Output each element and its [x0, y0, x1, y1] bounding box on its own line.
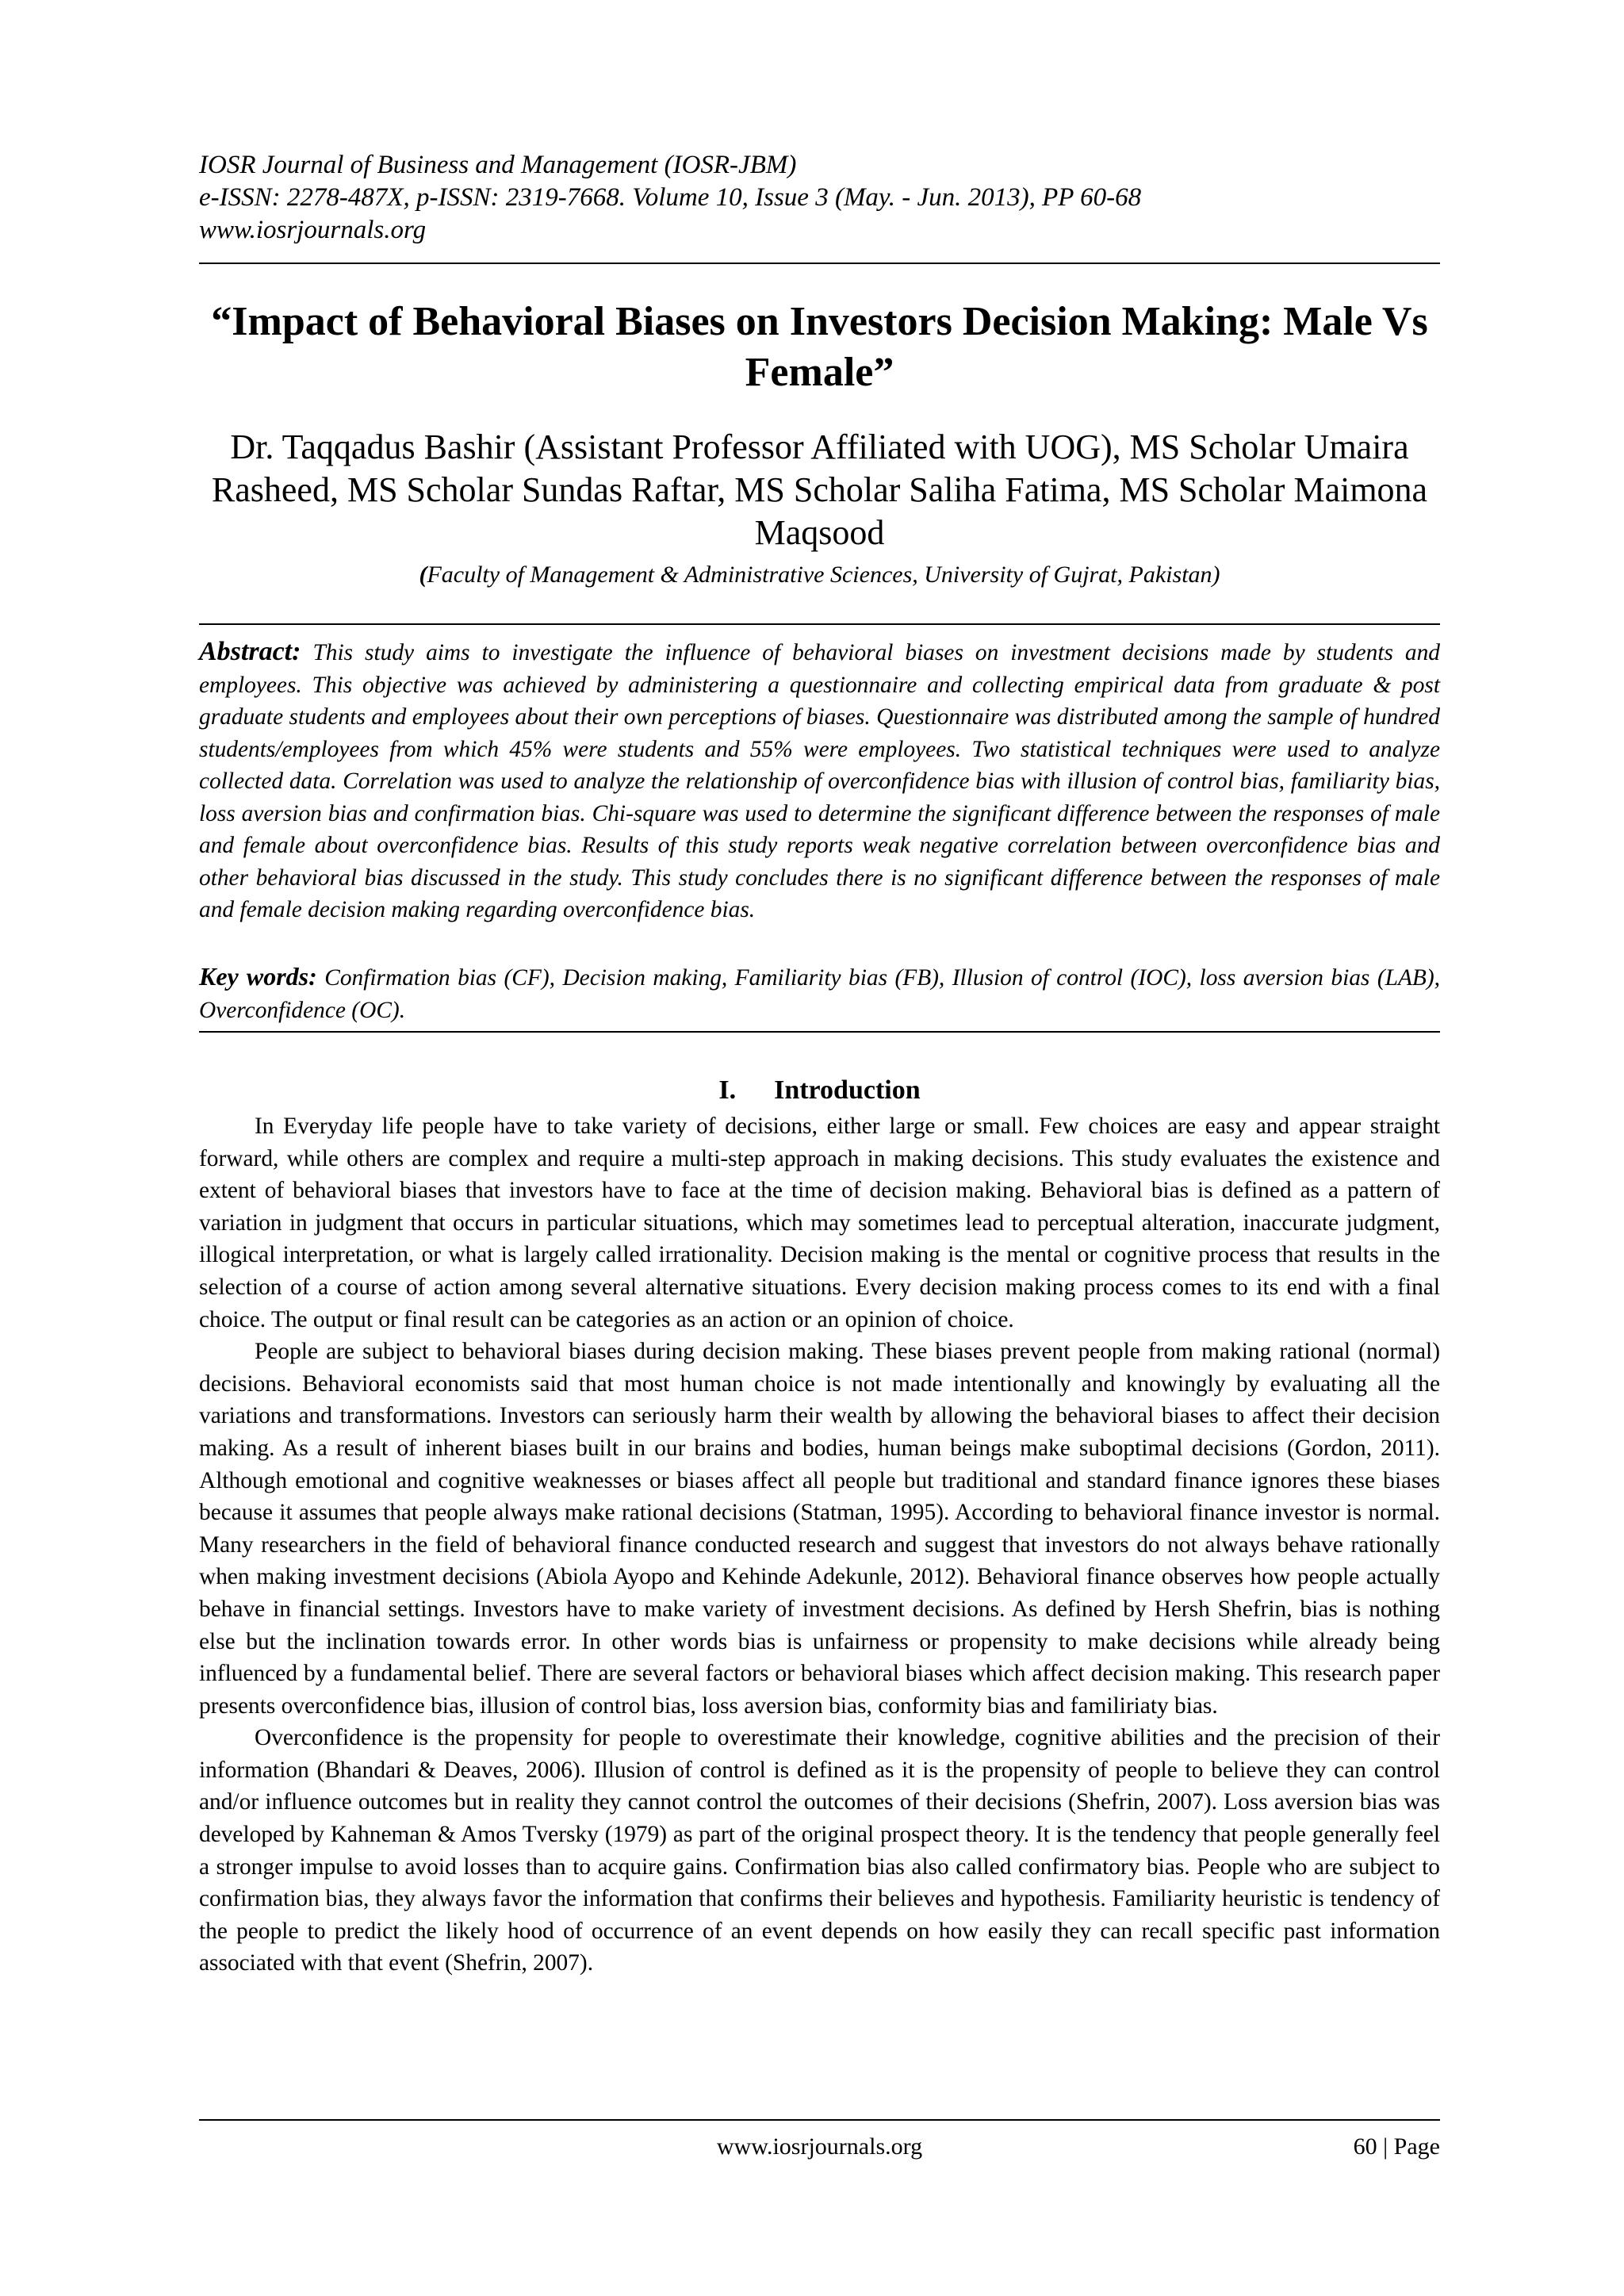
journal-issn: e-ISSN: 2278-487X, p-ISSN: 2319-7668. Volume 10, Issue 3 (May. - Jun. 2013), PP 60-68 — [199, 183, 1142, 212]
author-list: Dr. Taqqadus Bashir (Assistant Professor Affiliated with UOG), MS Scholar Umaira Rasheed, MS Scholar Sundas Raftar, MS Scholar Saliha Fatima, MS Scholar Maimona Maqsood — [211, 427, 1428, 552]
introduction-body — [199, 1110, 1440, 1980]
affiliation-text: Faculty of Management & Administrative Sciences, University of Gujrat, Pakistan) — [427, 562, 1220, 588]
body-paragraph: People are subject to behavioral biases during decision making. These biases prevent people from making rational (normal) decisions. Behavioral economists said that most human choice is not made intentionally and knowingly by evaluating all the variations and transformations. Investors can seriously harm their wealth by allowing the behavioral biases to affect their decision making. As a result of inherent biases built in our brains and bodies, human beings make suboptimal decisions (Gordon, 2011). Although emotional and cognitive weaknesses or biases affect all people but traditional and standard finance ignores these biases because it assumes that people always make rational decisions (Statman, 1995). According to behavioral finance investor is normal. Many researchers in the field of behavioral finance conducted research and suggest that investors do not always behave rationally when making investment decisions (Abiola Ayopo and Kehinde Adekunle, 2012). Behavioral finance observes how people actually behave in financial settings. Investors have to make variety of investment decisions. As defined by Hersh Shefrin, bias is nothing else but the inclination towards error. In other words bias is unfairness or propensity to make decisions while already being influenced by a fundamental belief. There are several factors or behavioral biases which affect decision making. This research paper presents overconfidence bias, illusion of control bias, loss aversion bias, conformity bias and familiriaty bias. — [199, 1339, 1440, 1719]
abstract — [199, 636, 1440, 926]
abstract-text: This study aims to investigate the influence of behavioral biases on investment decisions made by students and employees. This objective was achieved by administering a questionnaire and collecting empirical data from graduate & post graduate students and employees about their own perceptions of biases. Questionnaire was distributed among the sample of hundred students/employees from which 45% were students and 55% were employees. Two statistical techniques were used to analyze collected data. Correlation was used to analyze the relationship of overconfidence bias with illusion of control bias, familiarity bias, loss aversion bias and confirmation bias. Chi-square was used to determine the significant difference between the responses of male and female about overconfidence bias. Results of this study reports weak negative correlation between overconfidence bias and other behavioral bias discussed in the study. This study concludes there is no significant difference between the responses of male and female decision making regarding overconfidence bias. — [199, 640, 1440, 922]
abstract-top-divider — [199, 623, 1440, 625]
abstract-bottom-divider — [199, 1031, 1440, 1033]
header-divider — [199, 263, 1440, 264]
footer-website: www.iosrjournals.org — [716, 2133, 923, 2160]
affiliation-open-paren: ( — [419, 562, 427, 588]
footer-divider — [199, 2119, 1440, 2121]
journal-name: IOSR Journal of Business and Management (IOSR-JBM) — [199, 151, 797, 179]
affiliation — [199, 560, 1440, 590]
body-paragraph: In Everyday life people have to take variety of decisions, either large or small. Few choices are easy and appear straight forward, while others are complex and require a multi-step approach in making decisions. This study evaluates the existence and extent of behavioral biases that investors have to face at the time of decision making. Behavioral bias is defined as a pattern of variation in judgment that occurs in particular situations, which may sometimes lead to perceptual alteration, inaccurate judgment, illogical interpretation, or what is largely called irrationality. Decision making is the mental or cognitive process that results in the selection of a course of action among several alternative situations. Every decision making process comes to its end with a final choice. The output or final result can be categories as an action or an opinion of choice. — [199, 1114, 1440, 1332]
paper-title: “Impact of Behavioral Biases on Investors Decision Making: Male Vs Female” — [211, 299, 1428, 395]
section-heading-introduction — [199, 1074, 1440, 1107]
keywords — [199, 960, 1440, 1026]
section-number: I. — [718, 1075, 737, 1105]
keywords-label: Key words: — [199, 962, 317, 991]
journal-website: www.iosrjournals.org — [199, 216, 427, 244]
page-number: 60 | Page — [1353, 2133, 1440, 2160]
abstract-label: Abstract: — [199, 637, 301, 666]
section-title: Introduction — [774, 1075, 921, 1105]
body-paragraph: Overconfidence is the propensity for people to overestimate their knowledge, cognitive abilities and the precision of their information (Bhandari & Deaves, 2006). Illusion of control is defined as it is the propensity of people to believe they can control and/or influence outcomes but in reality they cannot control the outcomes of their decisions (Shefrin, 2007). Loss aversion bias was developed by Kahneman & Amos Tversky (1979) as part of the original prospect theory. It is the tendency that people generally feel a stronger impulse to avoid losses than to acquire gains. Confirmation bias also called confirmatory bias. People who are subject to confirmation bias, they always favor the information that confirms their believes and hypothesis. Familiarity heuristic is tendency of the people to predict the likely hood of occurrence of an event depends on how easily they can recall specific past information associated with that event (Shefrin, 2007). — [199, 1725, 1440, 1976]
keywords-text: Confirmation bias (CF), Decision making, Familiarity bias (FB), Illusion of control (IOC), loss aversion bias (LAB), Overconfidence (OC). — [199, 965, 1440, 1023]
journal-header — [199, 149, 1440, 247]
